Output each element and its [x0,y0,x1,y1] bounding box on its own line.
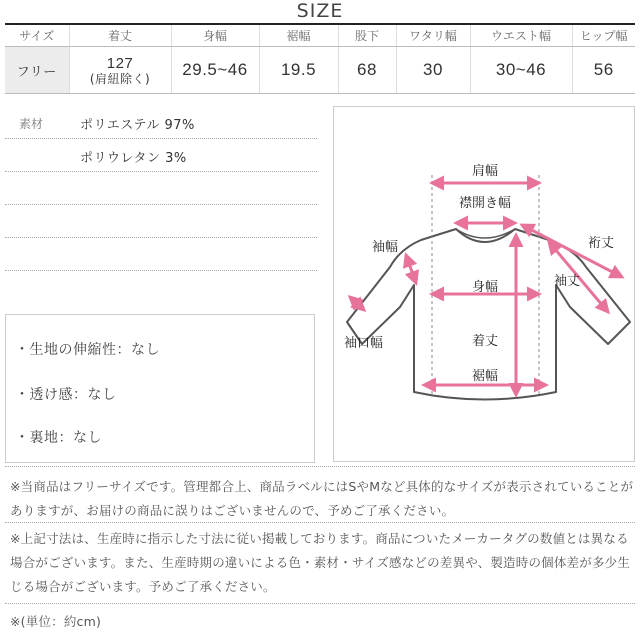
label-sleeve-width: 袖幅 [372,240,399,255]
cell-waist-width: 30~46 [470,47,572,94]
header-size: サイズ [5,25,69,47]
label-length: 着丈 [471,334,499,349]
material-row [5,106,317,139]
sleeve-width-arrow [406,255,416,283]
material-section [5,106,317,271]
cell-length-note: (肩紐除く) [89,71,151,86]
header-body-width: 身幅 [171,25,259,47]
note-free-size: ※当商品はフリーサイズです。管理都合上、商品ラベルにはSやMなど具体的なサイズが表示されていることがありますが、お届けの商品に誤りはございませんので、予めご了承ください。 [10,479,634,518]
label-sleeve-length: 袖丈 [554,274,581,289]
size-table-header [5,25,635,47]
material-line-2: ポリウレタン 3% [80,151,187,166]
header-waist-width: ウエスト幅 [470,25,572,47]
property-stretch: ・生地の伸縮性：なし [15,342,160,358]
property-lining: ・裏地：なし [15,430,102,446]
material-row-empty [5,172,317,205]
material-row-empty [5,205,317,238]
note-divider [5,603,635,604]
label-body-width: 身幅 [471,280,499,295]
cell-length-value: 127 [106,54,134,72]
cell-hip-width: 56 [572,47,635,94]
material-label: 素材 [19,117,44,131]
label-hem: 裾幅 [471,369,499,384]
property-sheer: ・透け感：なし [15,387,117,403]
cell-body-width: 29.5~46 [171,47,259,94]
size-title: SIZE [296,0,344,22]
label-neck: 襟開き幅 [458,196,512,211]
cell-inseam: 68 [338,47,396,94]
header-hem-width: 裾幅 [259,25,338,47]
header-thigh-width: ワタリ幅 [396,25,470,47]
label-cuff: 袖口幅 [344,336,384,351]
header-hip-width: ヒップ幅 [572,25,635,47]
garment-diagram-svg [334,107,636,463]
note-divider [5,466,635,467]
header-inseam: 股下 [338,25,396,47]
material-row [5,139,317,172]
material-row-empty [5,238,317,271]
material-line-1: ポリエステル 97% [80,118,195,133]
header-length: 着丈 [69,25,171,47]
label-shoulder: 肩幅 [471,164,499,179]
cell-thigh-width: 30 [396,47,470,94]
note-unit: ※(単位：約cm) [10,614,102,629]
cell-length [69,47,171,94]
note-measurements: ※上記寸法は、生産時に指示した寸法に従い掲載しております。商品についたメーカータグの数値とは異なる場合がございます。また、生産時期の違いによる色・素材・サイズ感などの差異や、製造時の個体差が多少生じる場合がございます。予めご了承ください。 [10,531,631,594]
size-table [5,25,635,94]
fabric-properties-box [5,314,315,463]
table-row [5,47,635,94]
label-yuki: 裄丈 [588,236,615,251]
measurement-diagram [333,106,635,462]
note-divider [5,522,635,523]
row-label-free: フリー [5,47,69,94]
cell-hem-width: 19.5 [259,47,338,94]
